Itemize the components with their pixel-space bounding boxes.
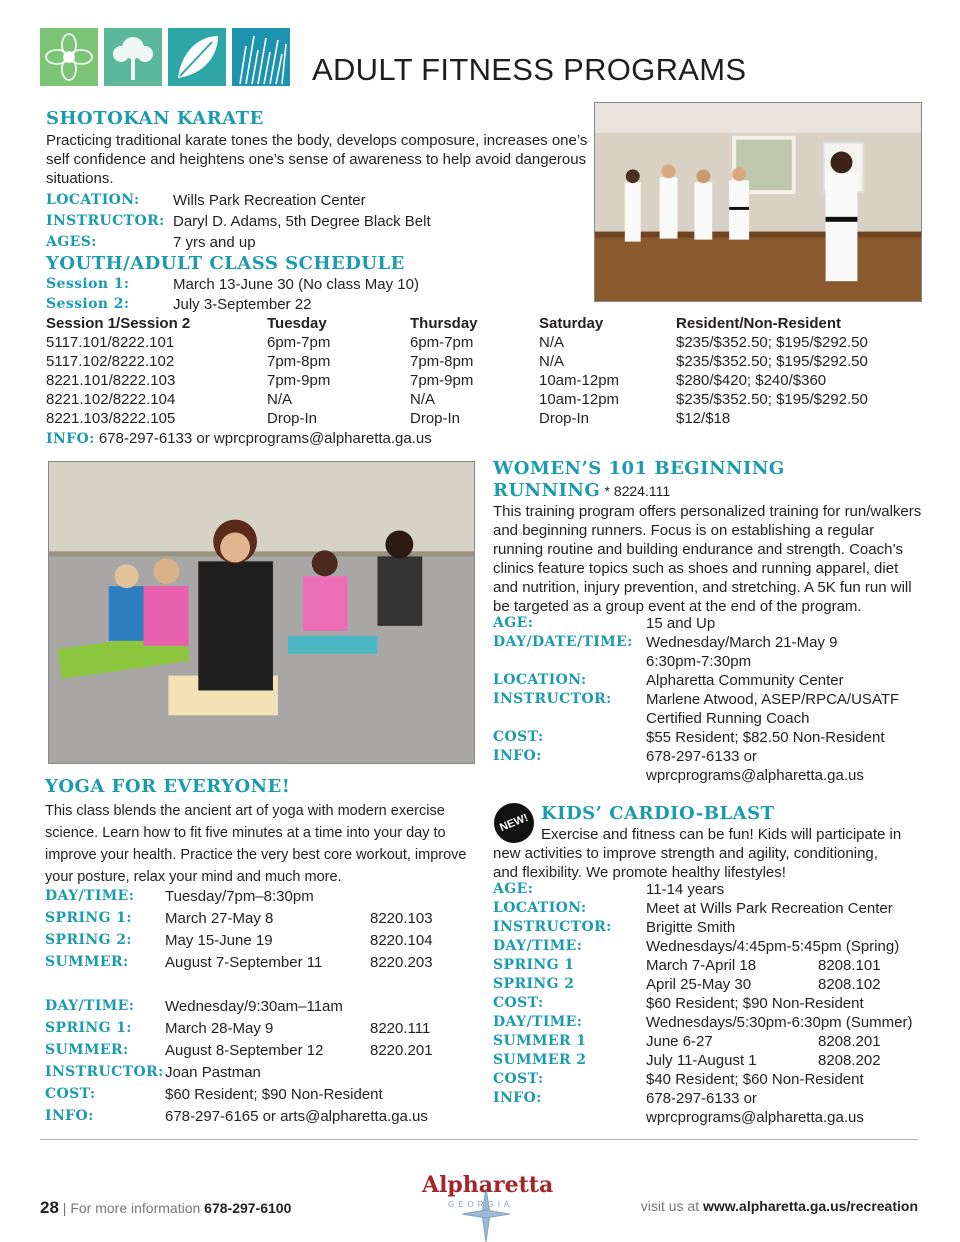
logo-text: Alpharetta xyxy=(422,1172,554,1198)
footer-page-info: 28 | For more information 678-297-6100 xyxy=(40,1198,292,1217)
footer-divider xyxy=(40,1139,918,1140)
flower-icon xyxy=(40,28,98,86)
karate-description: Practicing traditional karate tones the body, develops composure, increases one’s self confidence and heightens one’s sense of awareness to help avoid dangerous situations. xyxy=(46,132,588,187)
kids-title: KIDS’ CARDIO-BLAST xyxy=(541,803,775,824)
footer-visit: visit us at www.alpharetta.ga.us/recreation xyxy=(640,1198,918,1214)
footer-url: www.alpharetta.ga.us/recreation xyxy=(703,1198,918,1214)
karate-info: INFO: 678-297-6133 or wprcprograms@alpharetta.ga.us xyxy=(46,430,432,447)
yoga-schedule-2: DAY/TIME: Wednesday/9:30am–11am SPRING 1: March 28-May 9 8220.111 SUMMER: August 8-September 12 8220.201 INSTRUCTOR: Joan Pastman COST: $60 Resident; $90 Non-Resident INFO: 678-297-6165 or arts@alpharetta.ga.us xyxy=(45,998,433,1125)
kids-description-rest: new activities to improve strength and agility, conditioning, and flexibility. We promote healthy lifestyles! xyxy=(493,845,878,881)
yoga-schedule-1: DAY/TIME: Tuesday/7pm–8:30pm SPRING 1: March 27-May 8 8220.103 SPRING 2: May 15-June 19 8220.104 SUMMER: August 7-September 11 8220.203 xyxy=(45,888,433,971)
running-title-line2: RUNNING * 8224.111 xyxy=(493,480,671,501)
session-dates: Session 1: March 13-June 30 (No class May 10) Session 2: July 3-September 22 xyxy=(46,276,419,313)
running-description: This training program offers personalized training for run/walkers and beginning runners. Focus is on establishing a regular running routine and building endurance and strength. Coach’s clinics feature topics such as shoes and running apparel, diet and nutrition, injury prevention, and stretching. A 5K fun run will be targeted as a group event at the end of the program. xyxy=(493,503,922,615)
karate-title: SHOTOKAN KARATE xyxy=(46,108,264,129)
page-title: ADULT FITNESS PROGRAMS xyxy=(312,52,747,87)
logo-subtext: GEORGIA xyxy=(448,1200,514,1209)
karate-details: LOCATION: Wills Park Recreation Center INSTRUCTOR: Daryl D. Adams, 5th Degree Black Belt AGES: 7 yrs and up xyxy=(46,192,431,251)
page-number: 28 xyxy=(40,1198,59,1217)
tree-icon xyxy=(104,28,162,86)
running-title-line1: WOMEN’S 101 BEGINNING xyxy=(493,458,785,479)
alpharetta-logo xyxy=(418,1158,554,1242)
schedule-title: YOUTH/ADULT CLASS SCHEDULE xyxy=(46,253,405,274)
footer-phone: 678-297-6100 xyxy=(204,1200,292,1216)
kids-details: AGE: 11-14 years LOCATION: Meet at Wills Park Recreation Center INSTRUCTOR: Brigitte Smith DAY/TIME: Wednesdays/4:45pm-5:45pm (Spring) SPRING 1 March 7-April 18 8208.101 SPRING 2 April 25-May 30 8208.102 COST: $60 Resident; $90 Non-Resident DAY/TIME: Wednesdays/5:30pm-6:30pm (Summer) SUMMER 1 June 6-27 8208.201 SUMMER 2 July 11-August 1 8208.202 COST: $40 Resident; $60 Non-Resident INFO: 678-297-6133 or wprcprograms@alpharetta.ga.us xyxy=(493,881,913,1126)
yoga-description: This class blends the ancient art of yoga with modern exercise science. Learn how to fit five minutes at a time into your day to improve your health. Practice the very best core workout, improve your posture, relax your mind and much more. xyxy=(45,803,467,885)
grass-icon xyxy=(232,28,290,86)
yoga-class-photo xyxy=(48,461,475,764)
schedule-table: Session 1/Session 2 Tuesday Thursday Saturday Resident/Non-Resident 5117.101/8222.101 6pm-7pm 6pm-7pm N/A $235/$352.50; $195/$292.50 5117.102/8222.102 7pm-8pm 7pm-8pm N/A $235/$352.50; $195/$292.50 8221.101/8222.103 7pm-9pm 7pm-9pm 10am-12pm $280/$420; $240/$360 8221.102/8222.104 N/A N/A 10am-12pm $235/$352.50; $195/$292.50 8221.103/8222.105 Drop-In Drop-In Drop-In $12/$18 xyxy=(46,315,868,427)
running-details: AGE: 15 and Up DAY/DATE/TIME: Wednesday/March 21-May 9 6:30pm-7:30pm LOCATION: Alpharetta Community Center INSTRUCTOR: Marlene Atwood, ASEP/RPCA/USATF Certified Running Coach COST: $55 Resident; $82.50 Non-Resident INFO: 678-297-6133 or wprcprograms@alpharetta.ga.us xyxy=(493,615,900,784)
new-badge: NEW! xyxy=(488,797,540,849)
yoga-title: YOGA FOR EVERYONE! xyxy=(45,776,291,797)
karate-class-photo xyxy=(594,102,922,302)
kids-description-line1: Exercise and fitness can be fun! Kids will participate in xyxy=(541,826,902,843)
leaf-icon xyxy=(168,28,226,86)
